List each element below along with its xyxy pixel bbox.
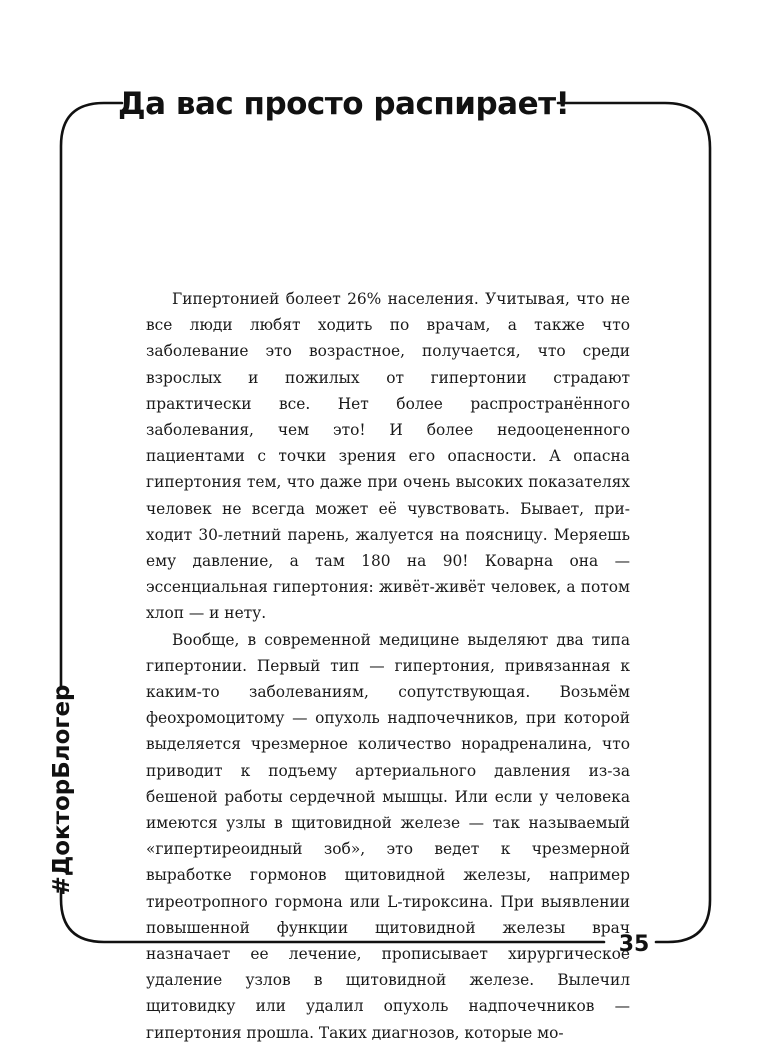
paragraph: Гипертонией болеет 26% населения. Учитывая, что не все люди любят ходить по врачам, а также что заболевание это возрастное, получается, что среди взрослых и пожилых от гипертонии страдают практически все. Нет более распространённого заболевания, чем это! И более недооцененного пациентами с точки зрения его опасности. А опасна гипертония тем, что даже при очень высоких показателях человек не всегда может её чувствовать. Бывает, приходит 30-летний парень, жалуется на поясницу. Меряешь ему давление, а там 180 на 90! Коварна она — эссенциальная гипертония: живёт-живёт человек, а потом хлоп — и нету.	[146, 290, 630, 623]
frame-top-left-line	[61, 103, 122, 686]
paragraph: Вообще, в современной медицине выделяют два типа гипертонии. Первый тип — гипертония, привязанная к каким-то заболеваниям, сопутствующая. Возьмём феохромоцитому — опухоль надпочечников, при которой выделяется чрезмерное количество норадреналина, что приводит к подъему артериального давления из-за бешеной работы сердечной мышцы. Или если у человека имеются узлы в щитовидной железе — так называемый «гипертиреоидный зоб», это ведет к чрезмерной выработке гормонов щитовидной железы, например тиреотропного гормона или L-тироксина. При выявлении повышенной функции щитовидной железы врач назначает ее лечение, прописывает хирургическое удаление узлов в щитовидной железе. Вылечил щитовидку или удалил опухоль надпочечников — гипертония прошла. Таких диагнозов, которые мо-	[146, 630, 630, 1042]
chapter-title: Да вас просто распирает!	[118, 86, 570, 122]
body-text	[146, 286, 630, 1046]
side-hashtag: #ДокторБлогер	[49, 684, 75, 896]
page-number: 35	[618, 932, 650, 957]
